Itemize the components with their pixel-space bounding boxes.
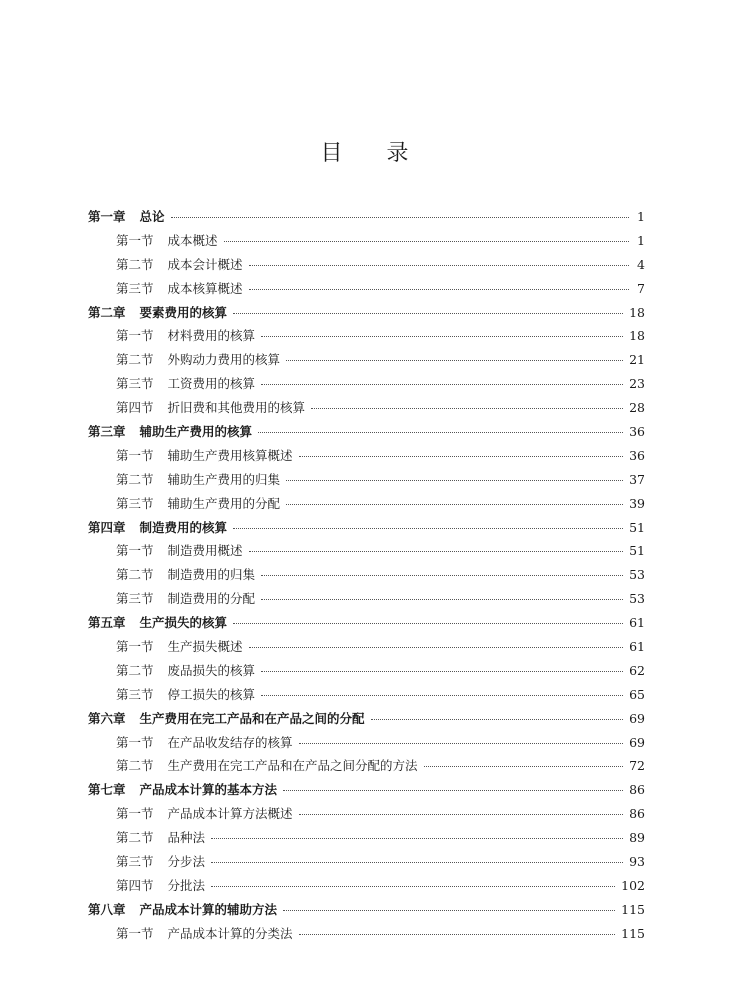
page-number: 115 [621, 901, 645, 917]
dot-leader [299, 934, 616, 935]
toc-chapter-entry [88, 611, 645, 635]
section-title: 成本会计概述 [167, 256, 243, 272]
toc-section-entry [88, 396, 645, 420]
page-number: 53 [629, 567, 645, 583]
toc-entry-label [116, 802, 293, 826]
title-char-1: 目 [320, 141, 343, 166]
chapter-number: 第六章 [88, 710, 126, 726]
toc-section-entry [88, 468, 645, 492]
toc-entry-label [88, 301, 227, 325]
page-number: 61 [629, 615, 645, 631]
toc-section-entry [88, 874, 645, 898]
page-number: 62 [629, 662, 645, 678]
toc-section-entry [88, 922, 645, 946]
toc-entry-label [116, 348, 280, 372]
toc-entry-label [88, 205, 165, 229]
dot-leader [233, 528, 623, 529]
toc-section-entry [88, 444, 645, 468]
section-title: 分步法 [167, 854, 206, 870]
section-number: 第二节 [116, 662, 154, 678]
chapter-number: 第三章 [88, 424, 126, 440]
dot-leader [233, 313, 623, 314]
chapter-title: 产品成本计算的基本方法 [139, 782, 278, 798]
dot-leader [424, 766, 624, 767]
dot-leader [261, 695, 623, 696]
toc-chapter-entry [88, 516, 645, 540]
toc-section-entry [88, 802, 645, 826]
dot-leader [249, 289, 629, 290]
dot-leader [283, 910, 615, 911]
section-number: 第三节 [116, 495, 154, 511]
page-number: 51 [629, 543, 645, 559]
dot-leader [299, 456, 624, 457]
toc-entry-label [88, 707, 365, 731]
toc-section-entry [88, 635, 645, 659]
dot-leader [286, 504, 623, 505]
section-title: 停工损失的核算 [167, 686, 256, 702]
page-number: 69 [629, 710, 645, 726]
page-number: 7 [637, 280, 645, 296]
section-title: 辅助生产费用核算概述 [167, 447, 293, 463]
toc-section-entry [88, 348, 645, 372]
dot-leader [258, 432, 623, 433]
toc-section-entry [88, 826, 645, 850]
section-title: 工资费用的核算 [167, 376, 256, 392]
chapter-number: 第五章 [88, 615, 126, 631]
toc-entry-label [88, 516, 227, 540]
section-title: 生产损失概述 [167, 639, 243, 655]
toc-entry-label [88, 420, 252, 444]
page-number: 65 [629, 686, 645, 702]
chapter-number: 第八章 [88, 901, 126, 917]
section-number: 第二节 [116, 567, 154, 583]
section-title: 折旧费和其他费用的核算 [167, 400, 306, 416]
toc-entry-label [116, 659, 255, 683]
toc-section-entry [88, 539, 645, 563]
section-title: 分批法 [167, 877, 206, 893]
page-number: 37 [629, 471, 645, 487]
section-number: 第一节 [116, 925, 154, 941]
toc-entry-label [88, 898, 277, 922]
section-title: 成本概述 [167, 232, 218, 248]
dot-leader [233, 623, 623, 624]
toc-section-entry [88, 229, 645, 253]
toc-entry-label [116, 731, 293, 755]
chapter-number: 第二章 [88, 304, 126, 320]
dot-leader [299, 814, 624, 815]
section-number: 第二节 [116, 830, 154, 846]
toc-entry-label [116, 277, 243, 301]
section-title: 生产费用在完工产品和在产品之间分配的方法 [167, 758, 418, 774]
toc-entry-label [116, 539, 243, 563]
section-title: 品种法 [167, 830, 206, 846]
toc-entry-label [116, 683, 255, 707]
dot-leader [311, 408, 623, 409]
dot-leader [211, 886, 615, 887]
toc-entry-label [116, 754, 418, 778]
toc-entry-label [116, 635, 243, 659]
toc-section-entry [88, 850, 645, 874]
chapter-title: 总论 [139, 209, 165, 224]
page-number: 1 [637, 209, 645, 224]
section-number: 第一节 [116, 543, 154, 559]
toc-section-entry [88, 372, 645, 396]
section-title: 制造费用概述 [167, 543, 243, 559]
toc-entry-label [116, 874, 205, 898]
toc-chapter-entry [88, 420, 645, 444]
chapter-number: 第一章 [88, 209, 126, 224]
page-number: 102 [621, 877, 645, 893]
dot-leader [286, 480, 623, 481]
dot-leader [371, 719, 624, 720]
toc-entry-label [116, 324, 255, 348]
toc-section-entry [88, 731, 645, 755]
toc-section-entry [88, 754, 645, 778]
dot-leader [261, 599, 623, 600]
toc-section-entry [88, 563, 645, 587]
toc-section-entry [88, 659, 645, 683]
section-number: 第三节 [116, 376, 154, 392]
toc-entry-label [88, 611, 227, 635]
section-number: 第一节 [116, 447, 154, 463]
toc-chapter-entry [88, 898, 645, 922]
toc-chapter-entry [88, 707, 645, 731]
section-title: 产品成本计算的分类法 [167, 925, 293, 941]
page-number: 36 [629, 424, 645, 440]
toc-entry-label [116, 444, 293, 468]
toc-section-entry [88, 683, 645, 707]
section-title: 辅助生产费用的归集 [167, 471, 281, 487]
section-number: 第一节 [116, 734, 154, 750]
chapter-title: 制造费用的核算 [139, 519, 228, 535]
toc-section-entry [88, 324, 645, 348]
section-title: 成本核算概述 [167, 280, 243, 296]
toc-section-entry [88, 277, 645, 301]
toc-entry-label [116, 563, 255, 587]
section-title: 在产品收发结存的核算 [167, 734, 293, 750]
page-number: 72 [629, 758, 645, 774]
page-number: 21 [629, 352, 645, 368]
dot-leader [171, 217, 629, 218]
page-number: 69 [629, 734, 645, 750]
page-number: 53 [629, 591, 645, 607]
toc-entry-label [116, 850, 205, 874]
page-number: 93 [629, 854, 645, 870]
dot-leader [249, 647, 624, 648]
section-number: 第三节 [116, 686, 154, 702]
dot-leader [283, 790, 623, 791]
toc-entry-label [116, 372, 255, 396]
page-number: 86 [629, 806, 645, 822]
page-number: 39 [629, 495, 645, 511]
toc-entry-label [116, 587, 255, 611]
page-number: 86 [629, 782, 645, 798]
page-number: 28 [629, 400, 645, 416]
page-number: 51 [629, 519, 645, 535]
title-char-2: 录 [386, 141, 409, 166]
section-number: 第一节 [116, 328, 154, 344]
toc-entry-label [116, 492, 280, 516]
toc-entry-label [88, 778, 277, 802]
section-number: 第一节 [116, 232, 154, 248]
section-number: 第二节 [116, 471, 154, 487]
dot-leader [249, 265, 629, 266]
page-title [0, 136, 729, 167]
section-number: 第一节 [116, 639, 154, 655]
toc-entry-label [116, 229, 218, 253]
page-number: 18 [629, 328, 645, 344]
section-number: 第三节 [116, 280, 154, 296]
chapter-number: 第四章 [88, 519, 126, 535]
toc-section-entry [88, 587, 645, 611]
section-number: 第四节 [116, 877, 154, 893]
dot-leader [261, 384, 623, 385]
toc-section-entry [88, 492, 645, 516]
section-number: 第二节 [116, 352, 154, 368]
section-number: 第三节 [116, 854, 154, 870]
section-number: 第一节 [116, 806, 154, 822]
section-number: 第二节 [116, 758, 154, 774]
section-title: 制造费用的分配 [167, 591, 256, 607]
page-number: 89 [629, 830, 645, 846]
page-number: 61 [629, 639, 645, 655]
section-title: 制造费用的归集 [167, 567, 256, 583]
page-number: 1 [637, 232, 645, 248]
dot-leader [261, 575, 623, 576]
dot-leader [286, 360, 623, 361]
chapter-title: 生产损失的核算 [139, 615, 228, 631]
toc-chapter-entry [88, 301, 645, 325]
toc-entry-label [116, 253, 243, 277]
toc-section-entry [88, 253, 645, 277]
section-number: 第二节 [116, 256, 154, 272]
chapter-number: 第七章 [88, 782, 126, 798]
chapter-title: 要素费用的核算 [139, 304, 228, 320]
page-number: 18 [629, 304, 645, 320]
toc-entry-label [116, 922, 293, 946]
dot-leader [211, 862, 623, 863]
toc-chapter-entry [88, 205, 645, 229]
section-number: 第四节 [116, 400, 154, 416]
dot-leader [224, 241, 629, 242]
section-title: 废品损失的核算 [167, 662, 256, 678]
toc-entry-label [116, 826, 205, 850]
chapter-title: 生产费用在完工产品和在产品之间的分配 [139, 710, 365, 726]
dot-leader [261, 671, 623, 672]
toc-entry-label [116, 396, 305, 420]
dot-leader [299, 743, 624, 744]
section-title: 外购动力费用的核算 [167, 352, 281, 368]
chapter-title: 产品成本计算的辅助方法 [139, 901, 278, 917]
section-title: 材料费用的核算 [167, 328, 256, 344]
page-number: 36 [629, 447, 645, 463]
chapter-title: 辅助生产费用的核算 [139, 424, 253, 440]
table-of-contents [88, 205, 645, 946]
section-number: 第三节 [116, 591, 154, 607]
page-number: 23 [629, 376, 645, 392]
toc-entry-label [116, 468, 280, 492]
page-number: 115 [621, 925, 645, 941]
page-number: 4 [637, 256, 645, 272]
toc-chapter-entry [88, 778, 645, 802]
section-title: 产品成本计算方法概述 [167, 806, 293, 822]
dot-leader [261, 336, 623, 337]
dot-leader [211, 838, 623, 839]
section-title: 辅助生产费用的分配 [167, 495, 281, 511]
dot-leader [249, 551, 624, 552]
